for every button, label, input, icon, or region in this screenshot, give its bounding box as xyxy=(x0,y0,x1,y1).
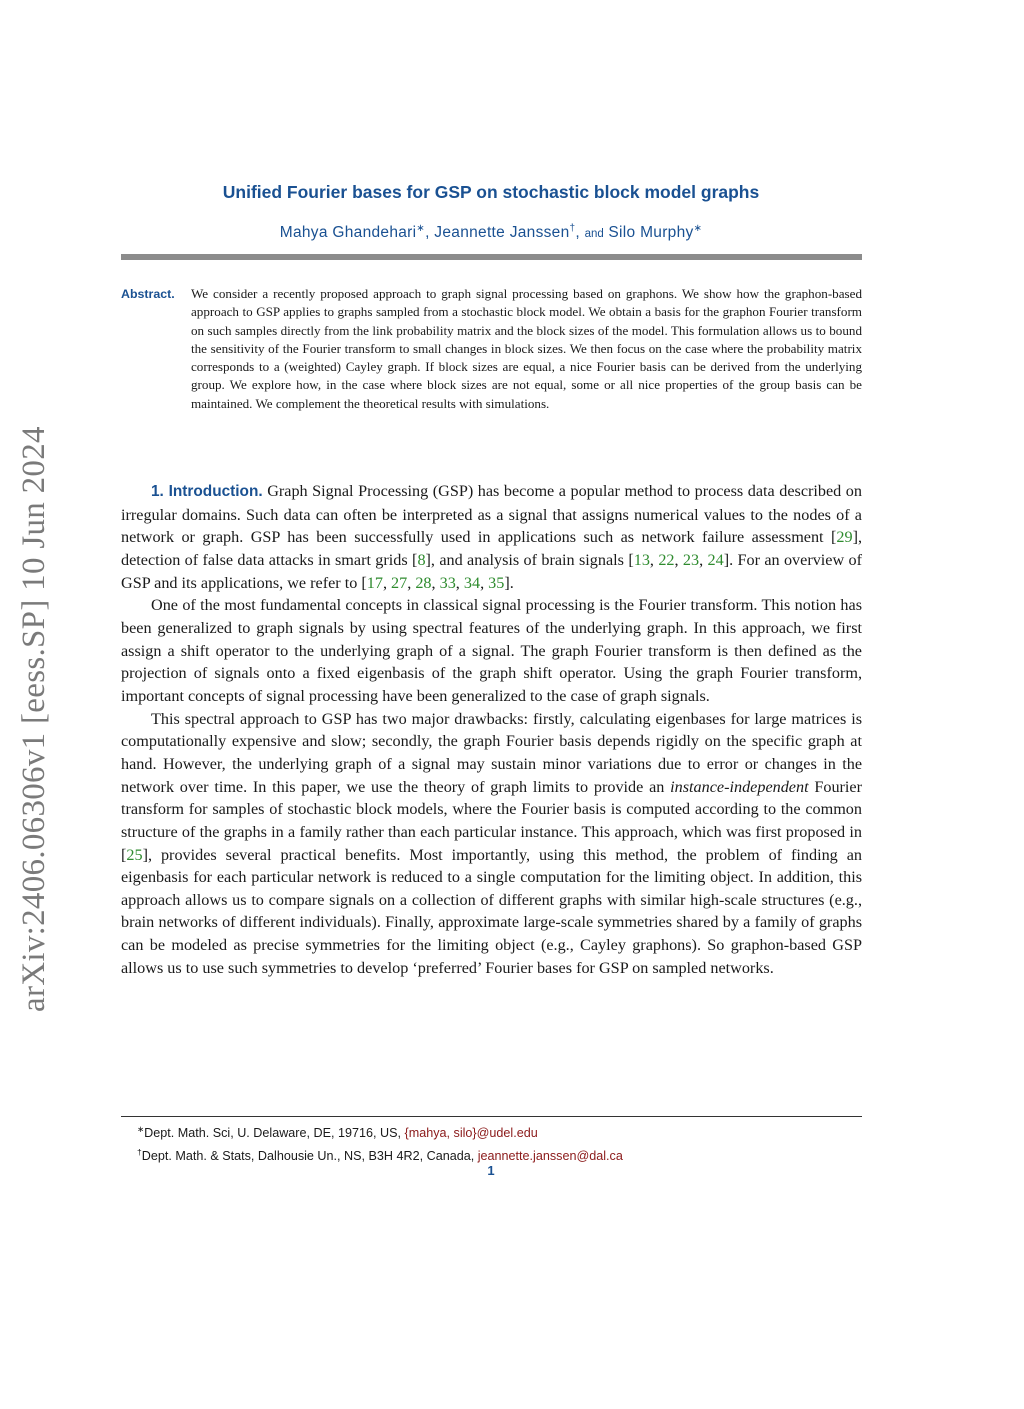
author-name: Silo Murphy xyxy=(608,224,694,241)
citation-link[interactable]: 27 xyxy=(391,573,408,592)
author-separator: , xyxy=(425,224,435,241)
citation-link[interactable]: 29 xyxy=(836,528,853,547)
citation-link[interactable]: 22 xyxy=(658,550,675,569)
abstract-label: Abstract. xyxy=(121,287,175,301)
arxiv-identifier-stamp: arXiv:2406.06306v1 [eess.SP] 10 Jun 2024 xyxy=(16,426,52,1012)
footnotes xyxy=(121,1120,862,1166)
paper-title: Unified Fourier bases for GSP on stochastic block model graphs xyxy=(222,182,760,202)
citation-link[interactable]: 13 xyxy=(633,550,650,569)
email-link[interactable]: jeannette.janssen@dal.ca xyxy=(477,1149,623,1163)
footnote xyxy=(121,1120,862,1143)
paragraph-text: ], provides several practical benefits. Most importantly, using this method, the problem of finding an eigenbasis for each particular network is reduced to a single computation for the limiting object. In addition, this approach allows us to compare signals on a collection of different graphs with similar high-scale structures (e.g., brain networks of different individuals). Finally, approximate large-scale symmetries shared by a family of graphs can be modeled as precise symmetries for the limiting object (e.g., Cayley graphons). So graphon-based GSP allows us to use such symmetries to develop ‘preferred’ Fourier bases for GSP on sampled networks. xyxy=(121,845,862,977)
citation-link[interactable]: 33 xyxy=(439,573,456,592)
abstract xyxy=(121,285,862,413)
footnote-divider xyxy=(121,1116,862,1117)
paragraph-text: ]. For an overview of GSP and its applications, we refer to [ xyxy=(121,550,863,592)
paragraph: One of the most fundamental concepts in classical signal processing is the Fourier transform. This notion has been generalized to graph signals by using spectral features of the underlying graph. In this approach, we first assign a shift operator to the underlying graph of a signal. The graph Fourier transform is then defined as the projection of signals onto a fixed eigenbasis of the graph shift operator. Using the graph Fourier transform, important concepts of signal processing have been generalized to the case of graph signals. xyxy=(121,596,862,705)
paragraph-text: ], detection of false data attacks in smart grids [ xyxy=(121,528,862,569)
paragraph-text: This spectral approach to GSP has two major drawbacks: firstly, calculating eigenbases for large matrices is computationally expensive and slow; secondly, the graph Fourier basis depends rigidly on the specific graph at hand. However, the underlying graph of a signal may sustain minor variations due to error or changes in the network over time. In this paper, we use the theory of graph limits to provide an xyxy=(121,709,862,796)
paragraph-text: ]. xyxy=(504,573,514,592)
abstract-text: We consider a recently proposed approach to graph signal processing based on graphons. We show how the graphon-based approach to GSP applies to graphs sampled from a stochastic block model. We obtain a basis for the graphon Fourier transform on such samples directly from the link probability matrix and the block sizes of the model. This formulation allows us to bound the sensitivity of the Fourier transform to small changes in block sizes. We then focus on the case where the probability matrix corresponds to a (weighted) Cayley graph. If block sizes are equal, a nice Fourier basis can be derived from the underlying group. We explore how, in the case where block sizes are not equal, some or all nice properties of the group basis can be maintained. We complement the theoretical results with simulations. xyxy=(191,286,862,411)
paragraph: 1. Introduction. Graph Signal Processing (GSP) has become a popular method to process data described on irregular domains. Such data can often be interpreted as a signal that assigns numerical values to the nodes of a network or graph. GSP has been successfully used in applications such as network failure assessment [29], detection of false data attacks in smart grids [8], and analysis of brain signals [13, 22, 23, 24]. For an overview of GSP and its applications, we refer to [17, 27, 28, 33, 34, 35]. xyxy=(121,482,863,592)
footnote-mark: ∗ xyxy=(693,223,703,234)
citation-link[interactable]: 25 xyxy=(126,845,143,864)
paragraph-text: ], and analysis of brain signals [ xyxy=(425,550,634,569)
author-name: Mahya Ghandehari xyxy=(279,224,417,241)
emphasized-term: instance-independent xyxy=(670,777,809,796)
author-name: Jeannette Janssen xyxy=(434,224,570,241)
citation-link[interactable]: 34 xyxy=(463,573,481,592)
page-number: 1 xyxy=(487,1163,495,1178)
affiliation-text: Dept. Math. Sci, U. Delaware, DE, 19716, US, xyxy=(144,1126,405,1140)
footnote-mark: ∗ xyxy=(416,223,426,234)
section-heading: 1. Introduction. xyxy=(151,483,263,500)
affiliation-text: Dept. Math. & Stats, Dalhousie Un., NS, B3H 4R2, Canada, xyxy=(141,1149,478,1163)
author-list xyxy=(0,223,982,242)
footnote-mark: † xyxy=(569,223,576,234)
email-link[interactable]: {mahya, silo}@udel.edu xyxy=(404,1126,538,1140)
citation-link[interactable]: 8 xyxy=(417,550,426,569)
citation-link[interactable]: 17 xyxy=(366,573,383,592)
author-conjunction: and xyxy=(584,228,604,240)
paragraph xyxy=(121,708,862,980)
author-separator: , xyxy=(575,224,585,241)
title-divider xyxy=(121,254,862,260)
footnote-mark: † xyxy=(137,1147,142,1157)
citation-link[interactable]: 23 xyxy=(682,550,700,569)
citation-link[interactable]: 24 xyxy=(707,550,724,569)
footnote-mark: ∗ xyxy=(137,1124,145,1134)
paragraph-text: Graph Signal Processing (GSP) has become a popular method to process data described on irregular domains. Such data can often be interpreted as a signal that assigns numerical values to the nodes of a network or graph. GSP has been successfully used in applications such as network failure assessment [ xyxy=(121,482,862,547)
introduction-section xyxy=(121,480,862,979)
citation-link[interactable]: 35 xyxy=(488,573,505,592)
citation-link[interactable]: 28 xyxy=(415,573,432,592)
paragraph-text: Fourier transform for samples of stochastic block models, where the Fourier basis is computed according to the common structure of the graphs in a family rather than each particular instance. This approach, which was first proposed in [ xyxy=(121,777,863,864)
